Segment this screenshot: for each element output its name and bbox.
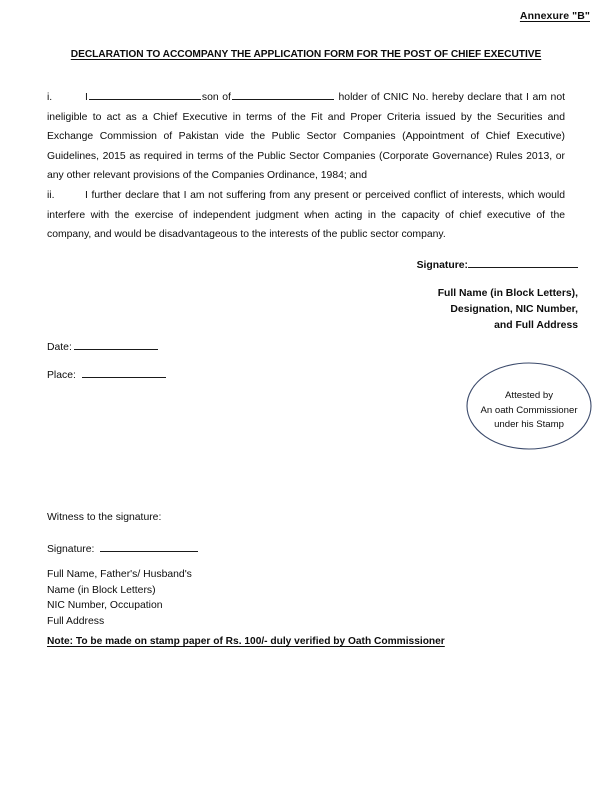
- attestation-line-3: under his Stamp: [494, 419, 564, 431]
- date-label: Date:: [47, 342, 72, 353]
- witness-detail-line-3: NIC Number, Occupation: [47, 600, 163, 612]
- declarant-signature-blank-field[interactable]: [468, 256, 578, 268]
- date-input-blank[interactable]: [74, 338, 158, 350]
- place-input-blank[interactable]: [82, 366, 166, 378]
- clause-i-segment-3: holder of CNIC No. hereby declare that I am not ineligible to act as a Chief Executive in terms of the Fit and Proper Criteria issued by the Securities and Exchange Commission of Pakistan vide the Public Sector Companies (Appointment of Chief Executive) Guidelines, 2015 as required in terms of the Public Sector Companies (Corporate Governance) Rules 2013, or any other relevant provisions of the Companies Ordinance, 1984; and: [47, 92, 566, 182]
- clause-ii-text: I further declare that I am not suffering from any present or perceived conflict of interests, which would interfere with the exercise of independent judgment when acting in the capacity of chief executive of the company, and would be disadvantageous to the interests of the public sector company.: [47, 190, 565, 241]
- declarant-signature-row: [300, 256, 578, 271]
- witness-detail-line-1: Full Name, Father's/ Husband's: [47, 569, 192, 580]
- clause-marker-i: i.: [47, 92, 53, 103]
- witness-signature-label: Signature:: [47, 544, 95, 555]
- witness-signature-blank-field[interactable]: [100, 540, 198, 552]
- clause-i-segment-1: I: [85, 92, 88, 103]
- witness-details-block: [47, 567, 192, 629]
- attestation-text: [466, 389, 592, 433]
- date-field-row: [47, 338, 158, 353]
- declarant-signature-label: Signature:: [416, 260, 468, 271]
- name-blank-field[interactable]: [89, 88, 201, 100]
- declarant-address-line-3: and Full Address: [494, 319, 578, 331]
- witness-signature-row: [47, 540, 198, 555]
- attestation-line-1: Attested by: [505, 390, 553, 401]
- paragraph-clause-ii: [47, 186, 565, 245]
- father-name-blank-field[interactable]: [232, 88, 334, 100]
- annexure-label: Annexure "B": [519, 10, 590, 22]
- place-field-row: [47, 366, 166, 381]
- declarant-address-block: [300, 286, 578, 333]
- declarant-address-line-1: Full Name (in Block Letters),: [437, 288, 578, 299]
- clause-i-segment-2: son of: [201, 92, 231, 103]
- clause-marker-ii: ii.: [47, 190, 55, 201]
- witness-detail-line-4: Full Address: [47, 615, 105, 627]
- attestation-stamp-area: [466, 362, 592, 450]
- page-title: DECLARATION TO ACCOMPANY THE APPLICATION FORM FOR THE POST OF CHIEF EXECUTIVE: [70, 49, 542, 60]
- attestation-line-2: An oath Commissioner: [480, 404, 578, 416]
- witness-heading: Witness to the signature:: [47, 512, 162, 523]
- witness-detail-line-2: Name (in Block Letters): [47, 584, 156, 596]
- declarant-address-line-2: Designation, NIC Number,: [450, 303, 578, 315]
- footer-note: Note: To be made on stamp paper of Rs. 100/- duly verified by Oath Commissioner: [47, 636, 445, 647]
- place-label: Place:: [47, 370, 76, 381]
- paragraph-clause-i: [47, 88, 565, 186]
